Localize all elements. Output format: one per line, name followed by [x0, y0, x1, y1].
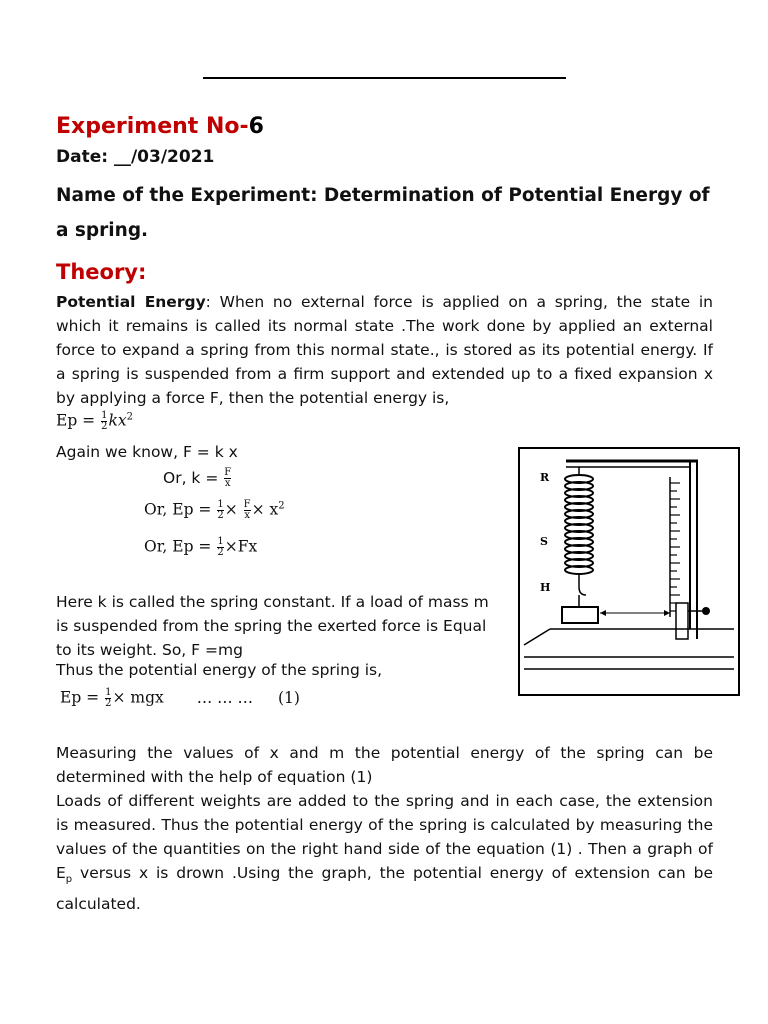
- equation-ep-fx: Or, Ep = $\frac{1}{2}$ ×Fx: [144, 536, 258, 558]
- experiment-number: 6: [248, 114, 264, 139]
- equation-ep-kx2: Ep = $\frac{1}{2}$ $kx^2$: [56, 410, 133, 432]
- again-text: Again we know, F = k x: [56, 443, 238, 461]
- label-h: H: [540, 581, 551, 594]
- pe-definition: : When no external force is applied on a spring, the state in which it remains is called its normal state .The work done by applied an external force to expand a spring from this normal state., is stored as its potential energy. If a spring is suspended from a firm support and extended up to a fixed expansion x by applying a force F, then the potential energy is,: [56, 293, 713, 407]
- potential-energy-paragraph: [56, 290, 713, 410]
- equation-1: Ep = $\frac{1}{2}$ × mgx … … … (1): [60, 687, 300, 709]
- top-divider-line: [203, 77, 566, 79]
- label-s: S: [540, 535, 548, 548]
- pe-term: Potential Energy: [56, 293, 206, 311]
- equation-k: Or, k = $\frac{F}{x}$: [163, 467, 232, 489]
- theory-heading: Theory:: [56, 260, 147, 284]
- experiment-title: Experiment No-6: [56, 114, 264, 139]
- procedure-paragraph: Loads of different weights are added to the spring and in each case, the extension is measured. Thus the potential energy of the spring is calculated by measuring the values of the quantities on the right hand side of the equation (1) . Then a graph of $E_p$ versus x is drown .Using the graph, the potential energy of extension can be calculated.: [56, 792, 713, 914]
- experiment-name: Name of the Experiment: Determination of Potential Energy of a spring.: [56, 185, 710, 241]
- spring-constant-paragraph: Here k is called the spring constant. If a load of mass m is suspended from the spring the exerted force is Equal to its weight. So, F =mg: [56, 593, 489, 659]
- thus-text: Thus the potential energy of the spring is,: [56, 661, 383, 679]
- measuring-paragraph: Measuring the values of x and m the potential energy of the spring can be determined with the help of equation (1): [56, 744, 713, 786]
- equation-number: (1): [277, 688, 300, 707]
- spring-apparatus-figure: [518, 447, 740, 696]
- equation-ep-substituted: Or, Ep = $\frac{1}{2}$ × $\frac{F}{x}$ × $x^2$: [144, 499, 285, 521]
- experiment-date: Date: __/03/2021: [56, 147, 215, 167]
- label-r: R: [540, 471, 550, 484]
- spring-apparatus-drawing: [520, 449, 738, 694]
